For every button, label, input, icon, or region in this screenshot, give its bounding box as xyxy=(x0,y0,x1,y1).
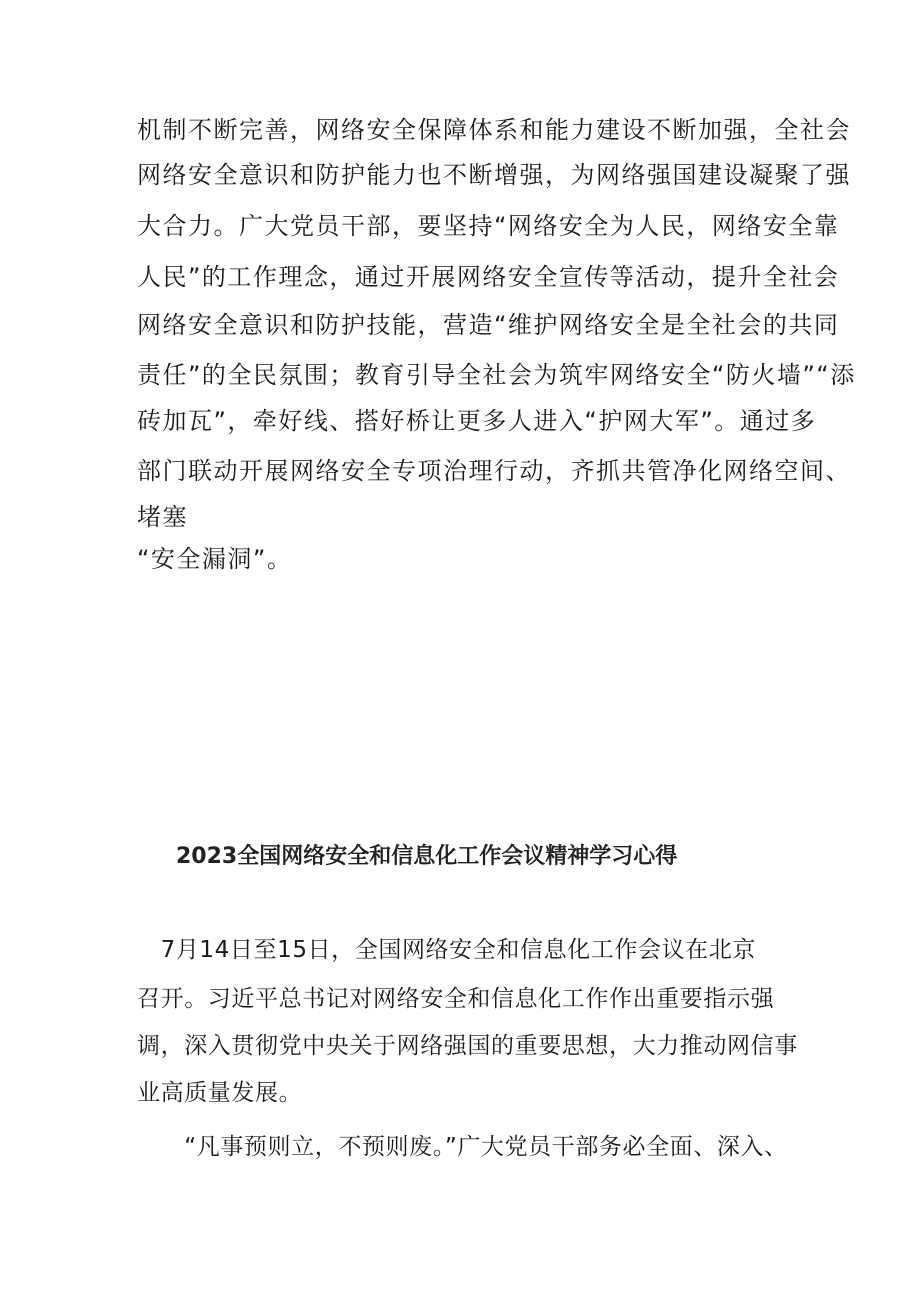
text-line: “安全漏洞”。 xyxy=(137,545,293,573)
text-line: 大合力。广大党员干部，要坚持“网络安全为人民，网络安全靠 xyxy=(137,212,840,240)
text-line: 责任”的全民氛围；教育引导全社会为筑牢网络安全“防火墙”“添 xyxy=(137,361,856,389)
text-line: 网络安全意识和防护技能，营造“维护网络安全是全社会的共同 xyxy=(137,311,840,339)
text-line: 砖加瓦”，牵好线、搭好桥让更多人进入“护网大军”。通过多 xyxy=(137,407,817,435)
text-line: 堵塞 xyxy=(137,503,188,531)
article-title: 2023全国网络安全和信息化工作会议精神学习心得 xyxy=(176,844,678,869)
text-line: 网络安全意识和防护能力也不断增强，为网络强国建设凝聚了强 xyxy=(137,161,851,189)
text-line: 机制不断完善，网络安全保障体系和能力建设不断加强，全社会 xyxy=(137,116,851,144)
text-line: 业高质量发展。 xyxy=(137,1080,303,1106)
text-line: 7月14日至15日，全国网络安全和信息化工作会议在北京 xyxy=(137,937,756,963)
text-line: 调，深入贯彻党中央关于网络强国的重要思想，大力推动网信事 xyxy=(137,1033,798,1059)
text-line: “凡事预则立，不预则废。”广大党员干部务必全面、深入、 xyxy=(137,1134,788,1160)
text-line: 人民”的工作理念，通过开展网络安全宣传等活动，提升全社会 xyxy=(137,263,840,291)
text-line: 召开。习近平总书记对网络安全和信息化工作作出重要指示强 xyxy=(137,986,775,1012)
text-line: 部门联动开展网络安全专项治理行动，齐抓共管净化网络空间、 xyxy=(137,457,851,485)
